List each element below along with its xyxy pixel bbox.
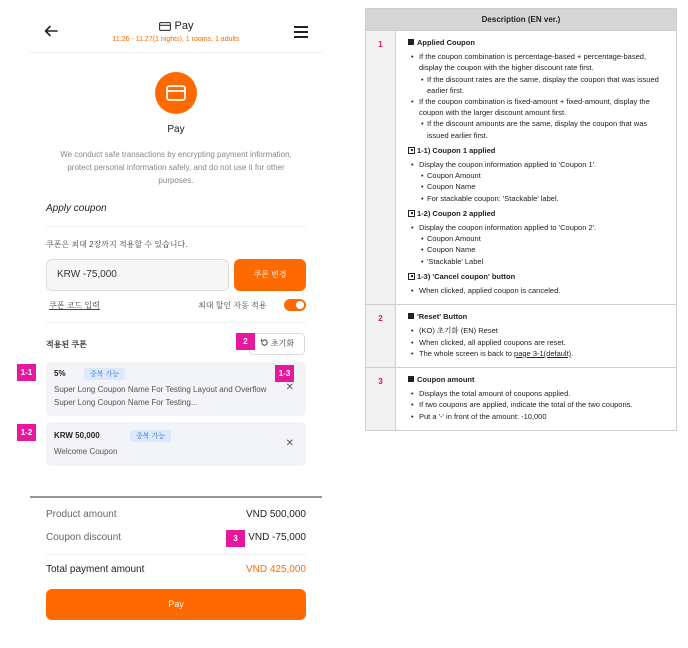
- payment-label: Pay: [167, 124, 185, 135]
- desc-item: • The whole screen is back to page 3-1(default).: [408, 348, 668, 359]
- page-title: [30, 20, 322, 32]
- product-amount-row: [46, 509, 306, 520]
- row-number: 2: [366, 305, 396, 367]
- credit-card-icon: [166, 85, 186, 101]
- header-divider: [30, 52, 322, 53]
- app-header: [30, 14, 322, 52]
- marker-1-3: 1-3: [275, 365, 294, 382]
- total-payment-label: Total payment amount: [46, 564, 145, 575]
- marker-2: 2: [236, 333, 255, 350]
- coupon-amount: 5%: [54, 369, 66, 378]
- description-row-2: [366, 305, 676, 368]
- desc-subitem: • If the discount rates are the same, display the coupon that was issued earlier first.: [418, 74, 668, 96]
- coupon-amount: KRW 50,000: [54, 431, 100, 440]
- summary-line: [46, 554, 306, 555]
- desc-subitem: • Coupon Amount: [418, 170, 668, 181]
- row-title: 'Reset' Button: [408, 311, 668, 322]
- row-number: 3: [366, 368, 396, 430]
- marker-1-1: 1-1: [17, 364, 36, 381]
- auto-apply-label: 최대 할인 자동 적용: [198, 301, 267, 310]
- product-amount-value: VND 500,000: [245, 509, 306, 520]
- marker-3: 3: [226, 530, 245, 547]
- enter-coupon-code-link[interactable]: 쿠폰 코드 입력: [49, 301, 100, 310]
- coupon-limit-note: 쿠폰은 최대 2장까지 적용할 수 있습니다.: [46, 240, 188, 249]
- auto-apply-toggle[interactable]: [284, 299, 306, 311]
- stackable-badge: 중복 가능: [84, 368, 125, 380]
- desc-subitem: • Coupon Name: [418, 181, 668, 192]
- pay-button[interactable]: Pay: [46, 589, 306, 620]
- desc-item: • If the coupon combination is fixed-amount + fixed-amount, display the coupon with the larger discount amount first.: [408, 96, 668, 118]
- desc-subitem: • Coupon Name: [418, 244, 668, 255]
- subsection-title: 1-3) 'Cancel coupon' button: [408, 271, 668, 282]
- page-reference-link: page 3-1(default): [514, 348, 572, 358]
- security-description: We conduct safe transactions by encrypting payment information, protect personal information safely, and do not use it for other purposes.: [60, 150, 292, 185]
- desc-item: • Displays the total amount of coupons applied.: [408, 388, 668, 399]
- coupon-discount-row: [46, 532, 306, 543]
- section-divider: [46, 226, 306, 227]
- desc-subitem: • If the discount amounts are the same, display the coupon that was issued earlier first.: [418, 118, 668, 140]
- description-row-1: [366, 31, 676, 305]
- product-amount-label: Product amount: [46, 509, 117, 520]
- change-coupon-button[interactable]: 쿠폰 변경: [234, 259, 306, 291]
- apply-coupon-title: Apply coupon: [46, 203, 107, 214]
- reset-button-label: 초기화: [270, 339, 295, 348]
- coupon-name: Welcome Coupon: [54, 447, 118, 456]
- applied-coupon-2: [46, 422, 306, 466]
- payment-icon-circle: [155, 72, 197, 114]
- refresh-icon: [260, 338, 269, 347]
- description-header: Description (EN ver.): [366, 9, 676, 31]
- payment-screen: [30, 0, 322, 648]
- coupon-name: Super Long Coupon Name For Testing Layout and Overflow Super Long Coupon Name For Testing...: [54, 385, 267, 407]
- coupon-discount-label: Coupon discount: [46, 532, 122, 543]
- marker-1-2: 1-2: [17, 424, 36, 441]
- coupon-amount-field[interactable]: KRW -75,000: [46, 259, 229, 291]
- desc-subitem: • For stackable coupon: 'Stackable' label.: [418, 193, 668, 204]
- desc-subitem: • Coupon Amount: [418, 233, 668, 244]
- page-title-text: Pay: [174, 20, 194, 32]
- section-divider: [46, 322, 306, 323]
- reset-button[interactable]: [249, 333, 305, 355]
- desc-item: • Display the coupon information applied to 'Coupon 2'.: [408, 222, 668, 233]
- cancel-coupon-close-icon[interactable]: ✕: [285, 438, 294, 449]
- row-title: Coupon amount: [408, 374, 668, 385]
- row-title: Applied Coupon: [408, 37, 668, 48]
- menu-icon[interactable]: [294, 26, 308, 38]
- coupon-discount-value: VND -75,000: [248, 532, 306, 543]
- applied-coupons-title: 적용된 쿠폰: [46, 340, 87, 349]
- summary-divider: [30, 496, 322, 498]
- total-payment-value: VND 425,000: [245, 564, 306, 575]
- desc-item: • (KO) 초기화 (EN) Reset: [408, 325, 668, 336]
- subsection-title: 1-1) Coupon 1 applied: [408, 145, 668, 156]
- subsection-title: 1-2) Coupon 2 applied: [408, 208, 668, 219]
- desc-item: • When clicked, applied coupon is canceled.: [408, 285, 668, 296]
- total-payment-row: [46, 564, 306, 575]
- desc-item: • If two coupons are applied, indicate the total of the two coupons.: [408, 399, 668, 410]
- desc-item: • If the coupon combination is percentage-based + percentage-based, display the coupon with the higher discount rate first.: [408, 51, 668, 73]
- description-row-3: [366, 368, 676, 430]
- desc-item: • Display the coupon information applied to 'Coupon 1'.: [408, 159, 668, 170]
- desc-item: • Put a '-' in front of the amount: -10,000: [408, 411, 668, 422]
- row-number: 1: [366, 31, 396, 304]
- stackable-badge: 중복 가능: [130, 430, 171, 442]
- applied-coupon-1: [46, 362, 306, 416]
- booking-summary: 11.26 - 11.27(1 nights), 1 rooms, 1 adults: [112, 36, 240, 43]
- cancel-coupon-close-icon[interactable]: ✕: [285, 382, 294, 393]
- description-table: [365, 8, 677, 431]
- desc-item: • When clicked, all applied coupons are reset.: [408, 337, 668, 348]
- desc-subitem: • 'Stackable' Label: [418, 256, 668, 267]
- credit-card-icon: [159, 22, 171, 31]
